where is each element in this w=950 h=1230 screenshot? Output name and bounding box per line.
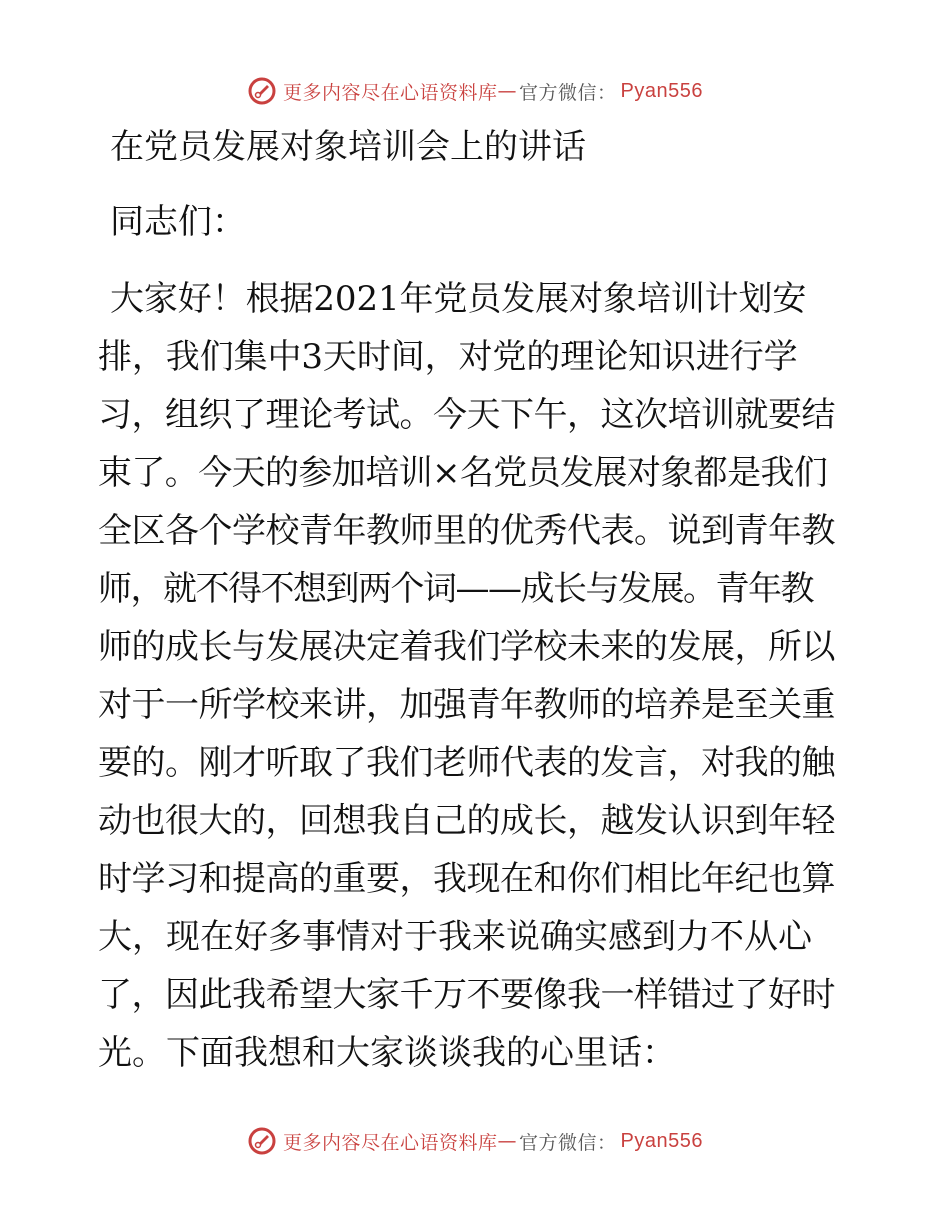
body-line: 了，因此我希望大家千万不要像我一样错过了好时 (98, 975, 835, 1015)
body-line: 师，就不得不想到两个词——成长与发展。青年教 (98, 569, 813, 609)
body-line: 习，组织了理论考试。今天下午，这次培训就要结 (98, 395, 835, 435)
body-line: 师的成长与发展决定着我们学校未来的发展，所以 (98, 627, 835, 667)
body-line: 大家好！根据2021年党员发展对象培训计划安 (110, 279, 807, 319)
brand-logo-icon (247, 76, 277, 106)
salutation: 同志们： (110, 202, 246, 242)
watermark-wechat-id: Pyan556 (620, 1129, 703, 1152)
body-line: 要的。刚才听取了我们老师代表的发言，对我的触 (98, 743, 835, 783)
brand-logo-icon (247, 1126, 277, 1156)
watermark-official-label: 官方微信： (519, 81, 617, 104)
body-line: 排，我们集中3天时间，对党的理论知识进行学 (98, 337, 798, 377)
watermark-site-text: 更多内容尽在心语资料库 (283, 1131, 498, 1154)
watermark-dash: — (497, 1130, 518, 1152)
header-watermark (0, 71, 950, 111)
watermark-wechat-id: Pyan556 (620, 79, 703, 102)
body-line: 光。下面我想和大家谈谈我的心里话： (98, 1033, 676, 1073)
watermark-dash: — (497, 80, 518, 102)
body-line: 动也很大的，回想我自己的成长，越发认识到年轻 (98, 801, 835, 841)
body-line: 束了。今天的参加培训×名党员发展对象都是我们 (98, 453, 828, 493)
body-line: 对于一所学校来讲，加强青年教师的培养是至关重 (98, 685, 835, 725)
watermark-official-label: 官方微信： (519, 1131, 617, 1154)
body-line: 时学习和提高的重要，我现在和你们相比年纪也算 (98, 859, 835, 899)
body-line: 全区各个学校青年教师里的优秀代表。说到青年教 (98, 511, 835, 551)
footer-watermark (0, 1121, 950, 1161)
body-line: 大，现在好多事情对于我来说确实感到力不从心 (98, 917, 812, 957)
document-title: 在党员发展对象培训会上的讲话 (110, 127, 586, 167)
watermark-site-text: 更多内容尽在心语资料库 (283, 81, 498, 104)
